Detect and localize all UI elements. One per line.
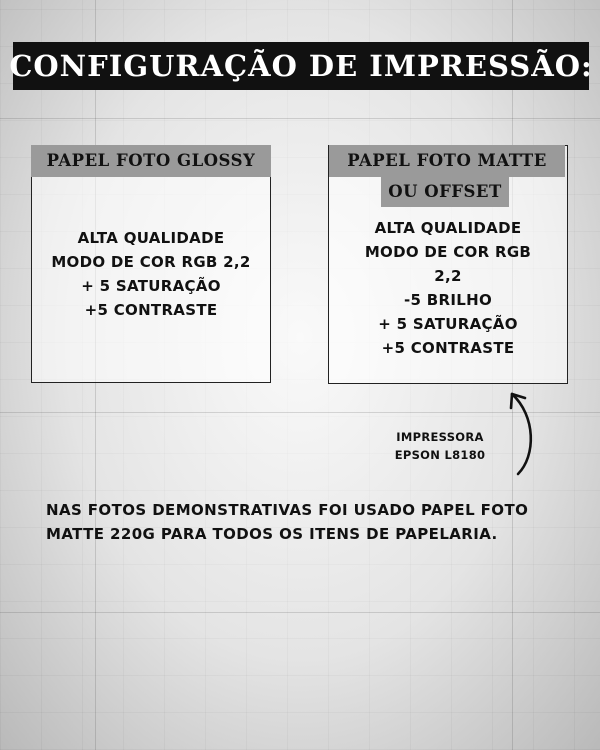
card-heading-line: PAPEL FOTO MATTE xyxy=(347,151,547,170)
grid-line xyxy=(0,118,600,119)
glossy-card-heading xyxy=(31,145,271,177)
setting-item: + 5 SATURAÇÃO xyxy=(378,315,518,333)
glossy-settings-card xyxy=(31,145,271,383)
setting-item: +5 CONTRASTE xyxy=(381,339,515,357)
grid-line xyxy=(0,612,600,613)
note-line: NAS FOTOS DEMONSTRATIVAS FOI USADO PAPEL FOTO xyxy=(46,501,529,519)
printer-label-line: EPSON L8180 xyxy=(394,448,486,462)
glossy-settings-list xyxy=(32,226,270,322)
setting-item: +5 CONTRASTE xyxy=(84,301,218,319)
printer-label-line: IMPRESSORA xyxy=(396,430,484,444)
setting-item: MODO DE COR RGB xyxy=(364,243,532,261)
card-heading-line: PAPEL FOTO GLOSSY xyxy=(46,151,256,170)
card-heading-line: OU OFFSET xyxy=(388,182,502,201)
setting-item: ALTA QUALIDADE xyxy=(77,229,225,247)
setting-item: + 5 SATURAÇÃO xyxy=(81,277,221,295)
setting-item: -5 BRILHO xyxy=(403,291,492,309)
curved-arrow-up-icon xyxy=(498,386,544,478)
matte-card-heading-2 xyxy=(381,177,509,207)
setting-item: ALTA QUALIDADE xyxy=(374,219,522,237)
printer-label xyxy=(384,428,496,464)
setting-item: MODO DE COR RGB 2,2 xyxy=(51,253,251,271)
setting-item: 2,2 xyxy=(434,267,462,285)
page-title: CONFIGURAÇÃO DE IMPRESSÃO: xyxy=(9,49,593,83)
note-line: MATTE 220G PARA TODOS OS ITENS DE PAPELARIA. xyxy=(46,525,498,543)
matte-card-heading xyxy=(329,145,565,177)
matte-settings-list xyxy=(329,216,567,360)
matte-settings-card xyxy=(328,145,568,384)
demo-note xyxy=(46,498,566,546)
title-bar xyxy=(9,42,593,90)
